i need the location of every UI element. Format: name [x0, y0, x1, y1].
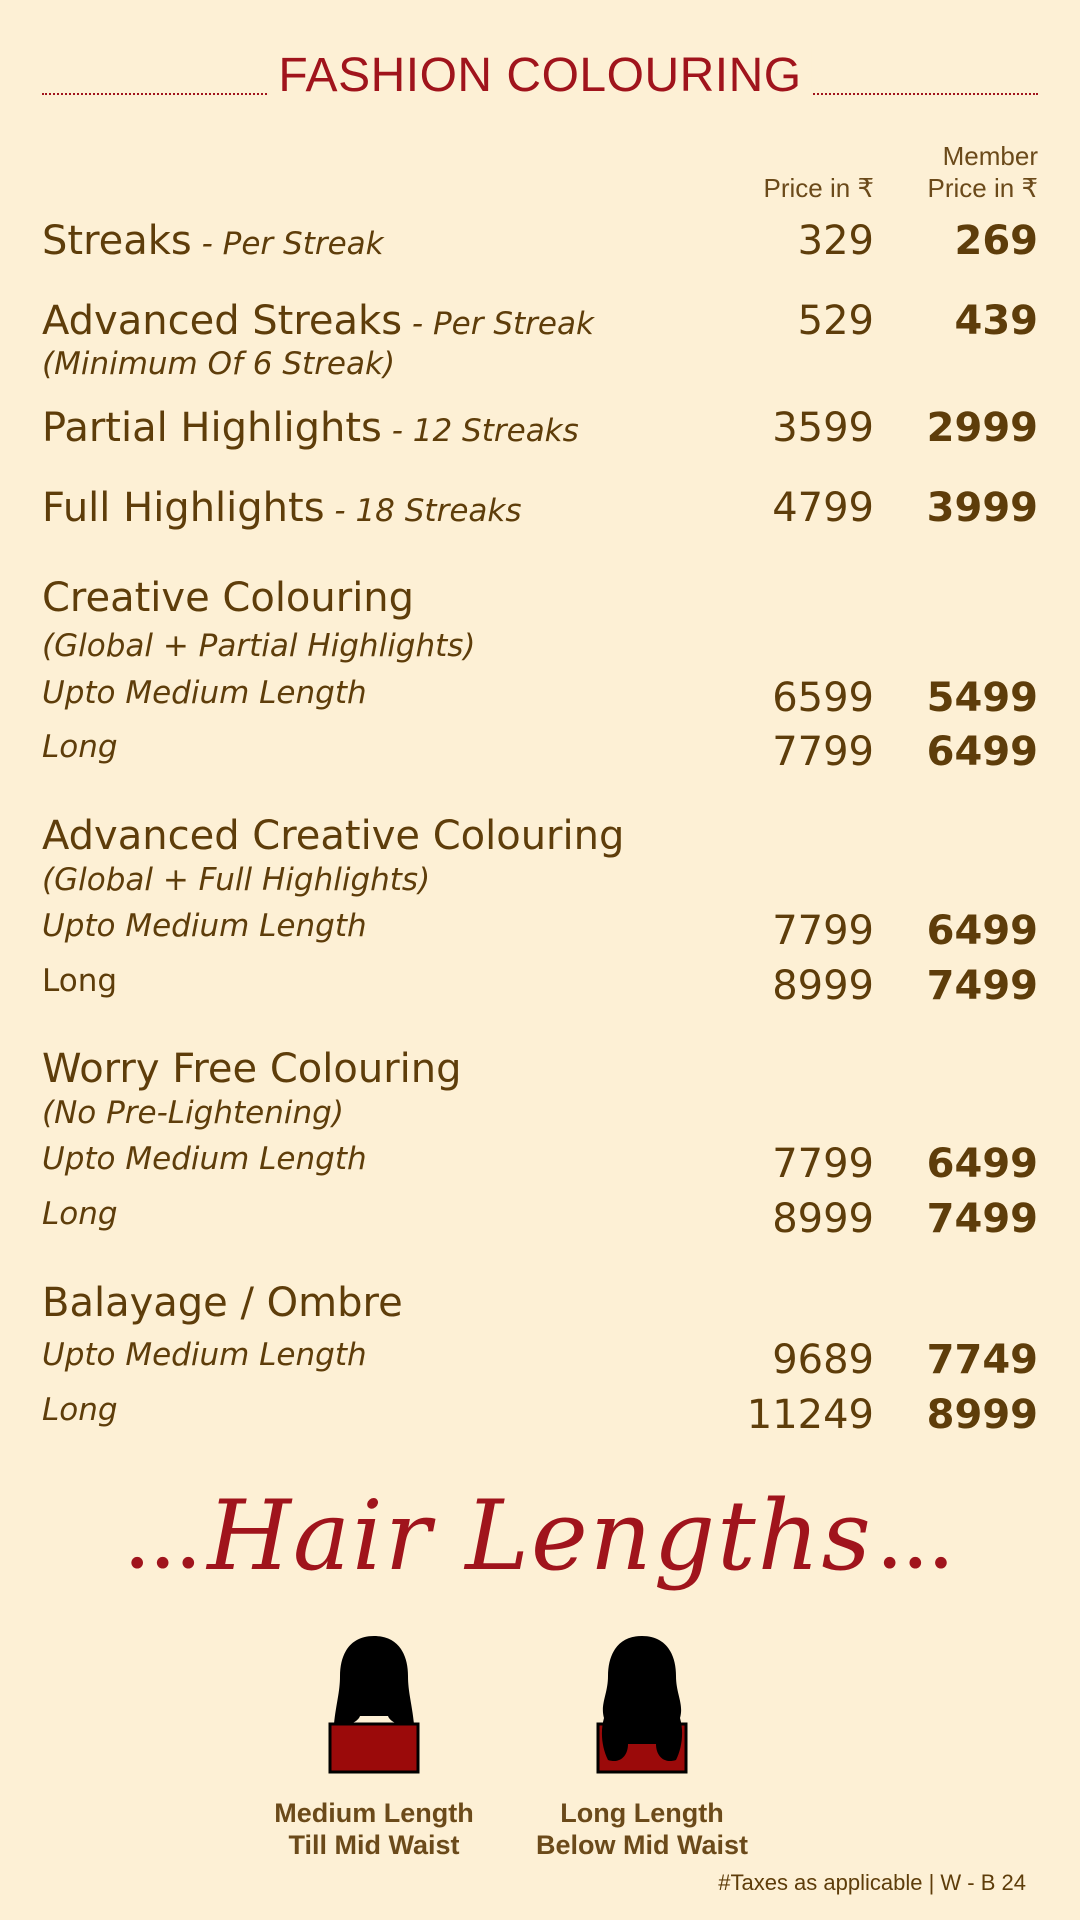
member-header-line2: Price in ₹ — [927, 173, 1038, 203]
length-label: Upto Medium Length — [42, 908, 367, 944]
service-name: Partial Highlights — [42, 405, 382, 451]
price-row-balayage-long — [42, 1392, 1038, 1442]
service-name: Streaks — [42, 218, 192, 264]
length-label: Long — [42, 963, 118, 999]
service-note: (Minimum Of 6 Streak) — [42, 346, 396, 382]
price-row-advanced-creative-medium — [42, 908, 1038, 958]
member-price: 439 — [954, 298, 1038, 344]
service-detail: - Per Streak — [402, 306, 594, 342]
medium-length-label: Medium Length Till Mid Waist — [274, 1798, 474, 1860]
hair-lengths-title: Hair Lengths — [207, 1480, 873, 1592]
long-length-hair-icon — [594, 1632, 690, 1774]
length-label: Long — [42, 729, 118, 765]
member-header-line1: Member — [942, 141, 1038, 171]
member-price: 6499 — [926, 1141, 1038, 1187]
length-label: Upto Medium Length — [42, 675, 367, 711]
regular-price: 7799 — [772, 908, 874, 954]
price-row-partial-highlights — [42, 405, 1038, 455]
footer-note: #Taxes as applicable | W - B 24 — [718, 1870, 1026, 1895]
service-detail: - 18 Streaks — [324, 493, 522, 529]
member-price-column-header — [928, 140, 1038, 204]
member-price: 3999 — [926, 485, 1038, 531]
regular-price: 3599 — [772, 405, 874, 451]
member-price: 7749 — [926, 1337, 1038, 1383]
price-row-balayage-medium — [42, 1337, 1038, 1387]
member-price: 6499 — [926, 729, 1038, 775]
regular-price: 4799 — [772, 485, 874, 531]
regular-price: 6599 — [772, 675, 874, 721]
length-label: Long — [42, 1196, 118, 1232]
member-price: 269 — [954, 218, 1038, 264]
length-label: Long — [42, 1392, 118, 1428]
price-row-worry-free-medium — [42, 1141, 1038, 1191]
regular-price: 8999 — [772, 1196, 874, 1242]
service-name: Full Highlights — [42, 485, 325, 531]
price-column-header: Price in ₹ — [763, 173, 874, 203]
service-detail: - 12 Streaks — [381, 413, 579, 449]
medium-length-hair-icon — [326, 1632, 422, 1774]
regular-price: 7799 — [772, 1141, 874, 1187]
regular-price: 329 — [797, 218, 874, 264]
decorative-dots-left: ••• — [125, 1541, 203, 1588]
price-row-worry-free-long — [42, 1196, 1038, 1246]
member-price: 7499 — [926, 1196, 1038, 1242]
group-heading-balayage-ombre: Balayage / Ombre — [42, 1280, 403, 1326]
service-name: Advanced Streaks — [42, 298, 403, 344]
regular-price: 11249 — [746, 1392, 874, 1438]
service-detail: - Per Streak — [191, 226, 384, 262]
price-row-advanced-creative-long — [42, 963, 1038, 1013]
decorative-dots-right: ••• — [877, 1541, 955, 1588]
length-label: Upto Medium Length — [42, 1337, 367, 1373]
price-row-advanced-streaks — [42, 298, 1038, 382]
member-price: 6499 — [926, 908, 1038, 954]
price-row-streaks — [42, 218, 1038, 268]
group-note: (Global + Full Highlights) — [42, 862, 431, 898]
price-row-creative-medium — [42, 675, 1038, 725]
member-price: 8999 — [926, 1392, 1038, 1438]
member-price: 7499 — [926, 963, 1038, 1009]
regular-price: 9689 — [772, 1337, 874, 1383]
group-heading-creative-colouring: Creative Colouring — [42, 575, 415, 621]
title-block — [42, 48, 1038, 108]
group-note: (No Pre-Lightening) — [42, 1095, 344, 1131]
member-price: 5499 — [926, 675, 1038, 721]
price-row-creative-long — [42, 729, 1038, 779]
regular-price: 529 — [797, 298, 874, 344]
member-price: 2999 — [926, 405, 1038, 451]
regular-price: 7799 — [772, 729, 874, 775]
group-note: (Global + Partial Highlights) — [42, 628, 476, 664]
page-title: FASHION COLOURING — [268, 48, 811, 103]
group-heading-advanced-creative-colouring: Advanced Creative Colouring — [42, 813, 625, 859]
long-length-label: Long Length Below Mid Waist — [535, 1798, 748, 1860]
hair-lengths-header — [0, 1480, 1080, 1592]
group-heading-worry-free-colouring: Worry Free Colouring — [42, 1046, 462, 1092]
regular-price: 8999 — [772, 963, 874, 1009]
price-row-full-highlights — [42, 485, 1038, 535]
length-label: Upto Medium Length — [42, 1141, 367, 1177]
